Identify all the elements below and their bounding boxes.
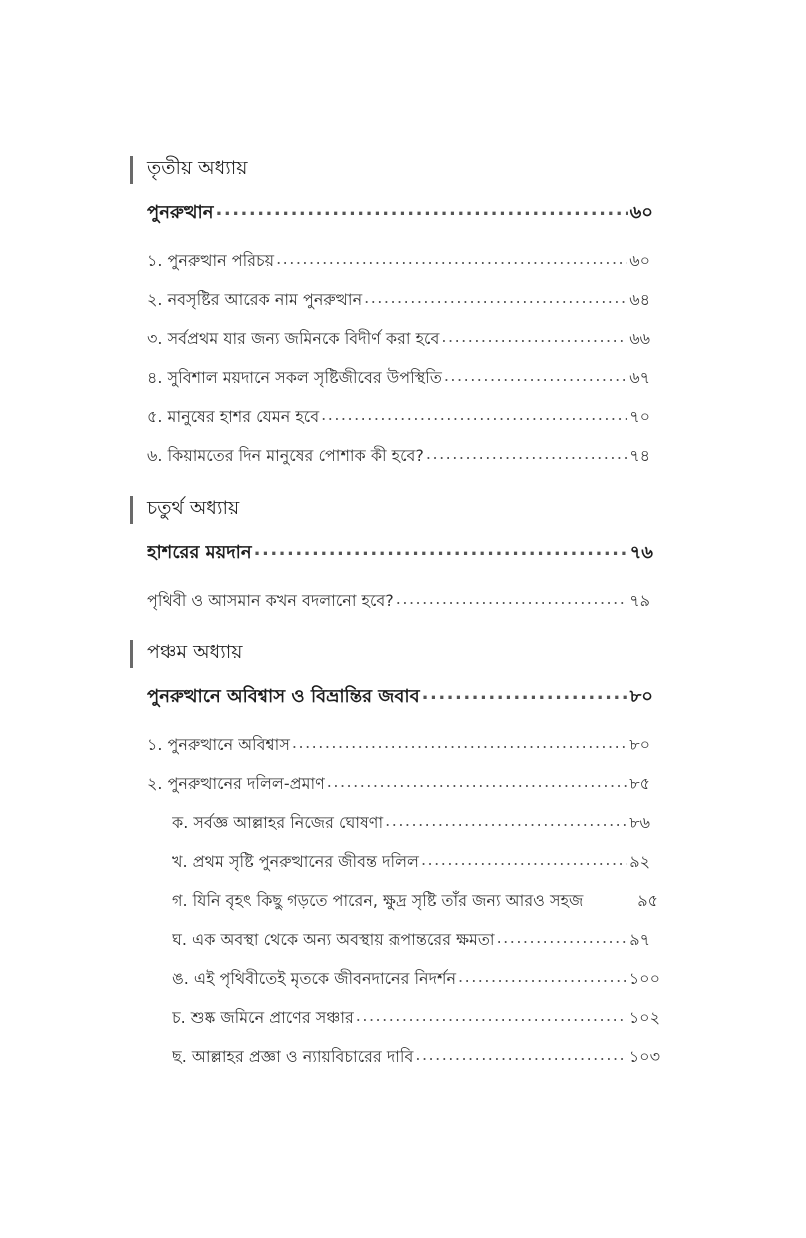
toc-entry[interactable] — [147, 443, 650, 470]
leader-dots — [216, 200, 628, 218]
leader-dots — [497, 929, 628, 945]
chapter-title: পুনরুত্থানে অবিশ্বাস ও বিভ্রান্তির জবাব — [147, 686, 420, 707]
page-number: ৮০ — [629, 686, 653, 707]
chapter-title-row[interactable] — [147, 538, 653, 569]
toc-subentry[interactable] — [172, 1005, 660, 1032]
chapter-marker — [130, 640, 133, 668]
page-number: ৬৭ — [629, 368, 650, 387]
page-number: ৯২ — [629, 852, 650, 871]
leader-dots — [444, 367, 627, 383]
leader-dots — [364, 289, 627, 305]
entry-title: ১. পুনরুত্থানে অবিশ্বাস — [147, 735, 290, 754]
leader-dots — [421, 851, 627, 867]
entry-title: চ. শুষ্ক জমিনে প্রাণের সঞ্চার — [172, 1008, 354, 1027]
page-number: ৬৬ — [629, 329, 650, 348]
page-number: ৯৭ — [629, 930, 650, 949]
leader-dots — [458, 968, 627, 984]
leader-dots — [385, 812, 627, 828]
toc-entry[interactable] — [147, 287, 650, 314]
page-number: ১০৩ — [628, 1047, 660, 1066]
toc-entry[interactable] — [147, 248, 650, 275]
page-number: ৮০ — [629, 735, 650, 754]
chapter-label: চতুর্থ অধ্যায় — [147, 497, 240, 519]
entry-title: ২. পুনরুত্থানের দলিল-প্রমাণ — [147, 774, 325, 793]
chapter-marker — [130, 496, 133, 524]
page-number: ৭০ — [629, 407, 650, 426]
leader-dots — [396, 590, 627, 606]
page-number: ৮৬ — [629, 813, 650, 832]
page-number: ১০২ — [628, 1008, 660, 1027]
toc-entry[interactable] — [147, 404, 650, 431]
toc-subentry[interactable] — [172, 888, 658, 915]
page-number: ৭৬ — [629, 542, 653, 563]
entry-title: ৫. মানুষের হাশর যেমন হবে — [147, 407, 320, 426]
toc-subentry[interactable] — [172, 1044, 660, 1071]
entry-title: ৩. সর্বপ্রথম যার জন্য জমিনকে বিদীর্ণ করা হবে — [147, 329, 440, 348]
toc-entry[interactable] — [147, 365, 650, 392]
page-number: ৭৪ — [629, 446, 650, 465]
leader-dots — [327, 773, 627, 789]
leader-dots — [415, 1046, 626, 1062]
chapter-label: পঞ্চম অধ্যায় — [147, 641, 243, 663]
entry-title: গ. যিনি বৃহৎ কিছু গড়তে পারেন, ক্ষুদ্র সৃষ্টি তাঁর জন্য আরও সহজ — [172, 891, 584, 910]
page-number: ৭৯ — [629, 591, 650, 610]
leader-dots — [356, 1007, 627, 1023]
chapter-title: হাশরের ময়দান — [147, 542, 252, 563]
leader-dots — [441, 328, 627, 344]
page-number: ৬০ — [629, 202, 653, 223]
page-number: ১০০ — [628, 969, 660, 988]
chapter-label: তৃতীয় অধ্যায় — [147, 157, 248, 179]
toc-subentry[interactable] — [172, 927, 650, 954]
entry-title: ১. পুনরুত্থান পরিচয় — [147, 251, 275, 270]
chapter-title: পুনরুত্থান — [147, 202, 214, 223]
entry-title: ছ. আল্লাহর প্রজ্ঞা ও ন্যায়বিচারের দাবি — [172, 1047, 414, 1066]
leader-dots — [292, 734, 627, 750]
leader-dots — [254, 540, 628, 558]
entry-title: ২. নবসৃষ্টির আরেক নাম পুনরুত্থান — [147, 290, 363, 309]
entry-title: খ. প্রথম সৃষ্টি পুনরুত্থানের জীবন্ত দলিল — [172, 852, 419, 871]
page-number: ৬০ — [629, 251, 650, 270]
chapter-heading — [130, 640, 242, 668]
leader-dots — [276, 250, 627, 266]
entry-title: ঘ. এক অবস্থা থেকে অন্য অবস্থায় রূপান্তরের ক্ষমতা — [172, 930, 495, 949]
toc-entry[interactable] — [147, 588, 650, 615]
toc-subentry[interactable] — [172, 810, 650, 837]
page-number: ৬৪ — [629, 290, 650, 309]
leader-dots — [426, 445, 627, 461]
toc-entry[interactable] — [147, 732, 650, 759]
entry-title: ক. সর্বজ্ঞ আল্লাহর নিজের ঘোষণা — [172, 813, 384, 832]
toc-subentry[interactable] — [172, 966, 660, 993]
leader-dots — [422, 684, 628, 702]
toc-subentry[interactable] — [172, 849, 650, 876]
entry-title: ৬. কিয়ামতের দিন মানুষের পোশাক কী হবে? — [147, 446, 424, 465]
page-number: ৯৫ — [637, 891, 658, 910]
toc-entry[interactable] — [147, 326, 650, 353]
entry-title: ৪. সুবিশাল ময়দানে সকল সৃষ্টিজীবের উপস্থিতি — [147, 368, 442, 387]
chapter-marker — [130, 156, 133, 184]
chapter-title-row[interactable] — [147, 682, 653, 713]
chapter-heading — [130, 156, 248, 184]
chapter-heading — [130, 496, 239, 524]
leader-dots — [321, 406, 627, 422]
page-number: ৮৫ — [629, 774, 650, 793]
toc-entry[interactable] — [147, 771, 650, 798]
chapter-title-row[interactable] — [147, 198, 653, 229]
entry-title: পৃথিবী ও আসমান কখন বদলানো হবে? — [147, 591, 394, 610]
entry-title: ঙ. এই পৃথিবীতেই মৃতকে জীবনদানের নিদর্শন — [172, 969, 457, 988]
